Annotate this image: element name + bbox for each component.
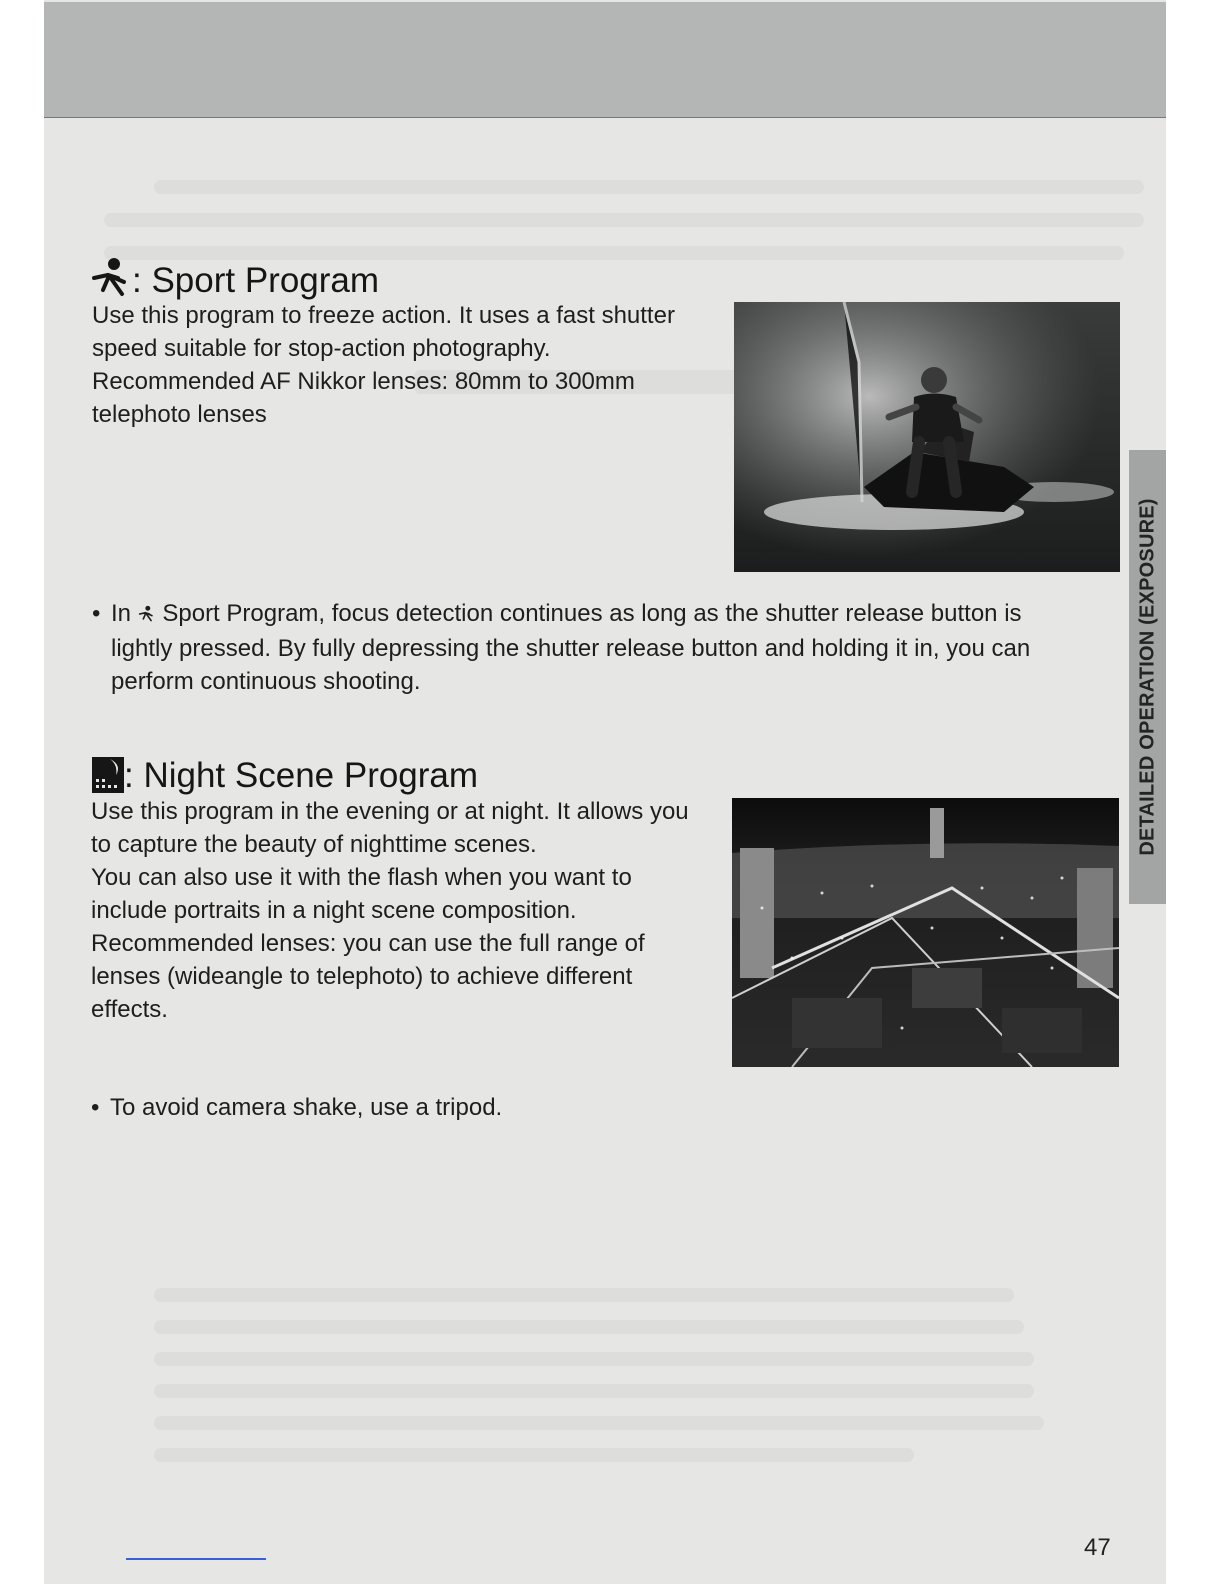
sport-program-title: : Sport Program	[132, 260, 380, 300]
sport-recommended-lenses: Recommended AF Nikkor lenses: 80mm to 300mm telephoto lenses	[92, 368, 635, 428]
jet-ski-photo	[734, 302, 1120, 572]
manual-page	[44, 0, 1166, 1584]
bullet-dot: •	[92, 600, 101, 627]
night-scene-note: • To avoid camera shake, use a tripod.	[110, 1091, 1010, 1124]
night-scene-description: Use this program in the evening or at night. It allows you to capture the beauty of nighttime scenes. You can also use it with the flash when you want to include portraits in a night scene composition. Recommended lenses: you can use the full range of lenses (wideangle to telephoto) to achieve different effects.	[91, 798, 689, 1023]
night-scene-program-title: : Night Scene Program	[124, 755, 479, 795]
section-side-tab	[1129, 450, 1166, 904]
bottom-link-underline	[126, 1558, 266, 1560]
sport-program-description: Use this program to freeze action. It uses a fast shutter speed suitable for stop-action photography. Recommended AF Nikkor lenses: 80mm to 300mm telephoto lenses	[92, 302, 675, 428]
night-scene-flash-text: You can also use it with the flash when you want to include portraits in a night scene composition.	[91, 864, 632, 924]
bullet-dot: •	[91, 1094, 100, 1121]
sport-mode-inline-icon	[138, 599, 156, 632]
header-band	[44, 2, 1166, 118]
page-number: 47	[1084, 1534, 1111, 1561]
sport-program-note: • In Sport Program, focus detection continues as long as the shutter release button is lightly pressed. By fully depressing the shutter release button and holding it in, you can perform continuous shooting.	[111, 597, 1071, 698]
side-tab-label: DETAILED OPERATION (EXPOSURE)	[1136, 498, 1158, 856]
night-city-photo	[732, 798, 1119, 1067]
night-scene-recommended-lenses: Recommended lenses: you can use the full range of lenses (wideangle to telephoto) to achieve different effects.	[91, 930, 645, 1023]
